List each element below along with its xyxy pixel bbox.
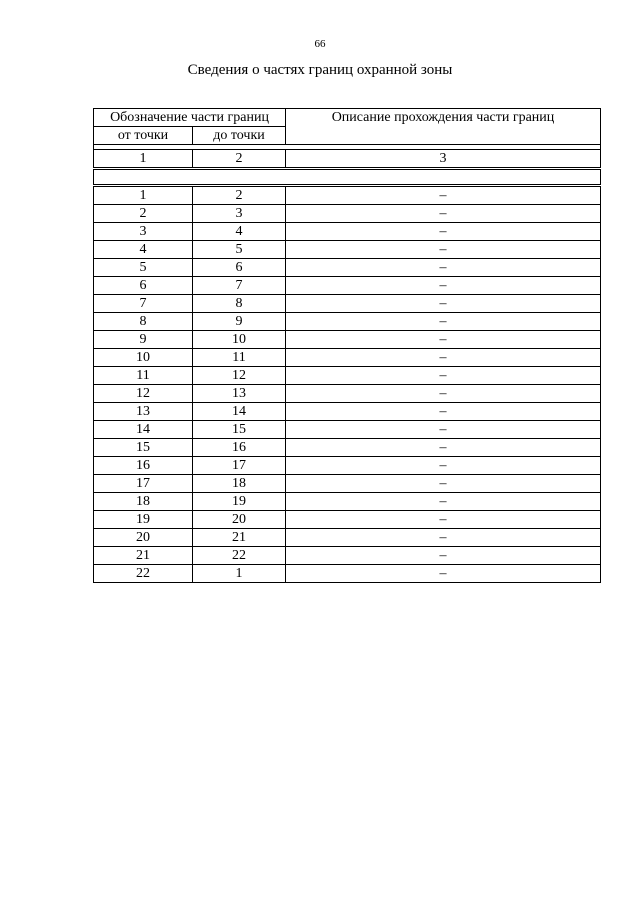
cell-to-point: 14 [193,403,286,421]
cell-description: – [286,313,601,331]
cell-description: – [286,529,601,547]
cell-description: – [286,295,601,313]
table-row [94,241,601,259]
cell-description: – [286,205,601,223]
cell-to-point: 18 [193,475,286,493]
cell-from-point: 14 [94,421,193,439]
cell-description: – [286,475,601,493]
cell-to-point: 13 [193,385,286,403]
column-number-row [94,150,601,169]
cell-description: – [286,457,601,475]
table-row [94,205,601,223]
table-row [94,331,601,349]
cell-to-point: 15 [193,421,286,439]
header-from-point: от точки [94,127,193,145]
cell-from-point: 8 [94,313,193,331]
table-row [94,259,601,277]
cell-to-point: 4 [193,223,286,241]
cell-description: – [286,493,601,511]
table-row [94,349,601,367]
cell-to-point: 20 [193,511,286,529]
cell-description: – [286,439,601,457]
cell-from-point: 16 [94,457,193,475]
cell-from-point: 9 [94,331,193,349]
cell-to-point: 1 [193,565,286,583]
cell-from-point: 21 [94,547,193,565]
table-row [94,475,601,493]
cell-from-point: 12 [94,385,193,403]
header-boundary-designation: Обозначение части границ [94,109,286,127]
cell-description: – [286,277,601,295]
cell-to-point: 9 [193,313,286,331]
table-row [94,511,601,529]
cell-from-point: 15 [94,439,193,457]
cell-to-point: 3 [193,205,286,223]
cell-description: – [286,349,601,367]
cell-to-point: 16 [193,439,286,457]
table-row [94,313,601,331]
cell-from-point: 22 [94,565,193,583]
cell-from-point: 4 [94,241,193,259]
cell-from-point: 6 [94,277,193,295]
cell-from-point: 1 [94,186,193,205]
cell-description: – [286,241,601,259]
table-row [94,493,601,511]
table-row [94,529,601,547]
cell-from-point: 18 [94,493,193,511]
cell-description: – [286,547,601,565]
table-body [94,109,601,583]
cell-description: – [286,331,601,349]
cell-to-point: 22 [193,547,286,565]
table-row [94,186,601,205]
cell-description: – [286,403,601,421]
table-row [94,385,601,403]
cell-from-point: 10 [94,349,193,367]
header-description: Описание прохождения части границ [286,109,601,145]
cell-to-point: 5 [193,241,286,259]
cell-from-point: 17 [94,475,193,493]
cell-to-point: 21 [193,529,286,547]
table-row [94,565,601,583]
table-row [94,277,601,295]
cell-to-point: 19 [193,493,286,511]
cell-from-point: 5 [94,259,193,277]
table-row [94,421,601,439]
cell-description: – [286,565,601,583]
table-row [94,547,601,565]
cell-from-point: 3 [94,223,193,241]
cell-description: – [286,367,601,385]
cell-description: – [286,385,601,403]
table-row [94,403,601,421]
cell-description: – [286,511,601,529]
blank-row [94,169,601,186]
table-row [94,457,601,475]
cell-from-point: 2 [94,205,193,223]
column-number-1: 1 [94,150,193,169]
cell-to-point: 8 [193,295,286,313]
boundary-parts-table [93,108,601,583]
header-to-point: до точки [193,127,286,145]
table-row [94,439,601,457]
blank-cell [94,169,601,186]
cell-description: – [286,421,601,439]
column-number-2: 2 [193,150,286,169]
cell-description: – [286,259,601,277]
cell-to-point: 2 [193,186,286,205]
table-row [94,223,601,241]
table-row [94,295,601,313]
table-row [94,367,601,385]
cell-to-point: 12 [193,367,286,385]
cell-to-point: 17 [193,457,286,475]
column-number-3: 3 [286,150,601,169]
cell-from-point: 19 [94,511,193,529]
page-title: Сведения о частях границ охранной зоны [187,62,453,78]
cell-description: – [286,186,601,205]
cell-from-point: 11 [94,367,193,385]
cell-to-point: 10 [193,331,286,349]
cell-description: – [286,223,601,241]
cell-from-point: 13 [94,403,193,421]
cell-to-point: 11 [193,349,286,367]
cell-from-point: 7 [94,295,193,313]
header-row-1 [94,109,601,127]
page-number: 66 [314,38,326,50]
cell-from-point: 20 [94,529,193,547]
cell-to-point: 7 [193,277,286,295]
cell-to-point: 6 [193,259,286,277]
